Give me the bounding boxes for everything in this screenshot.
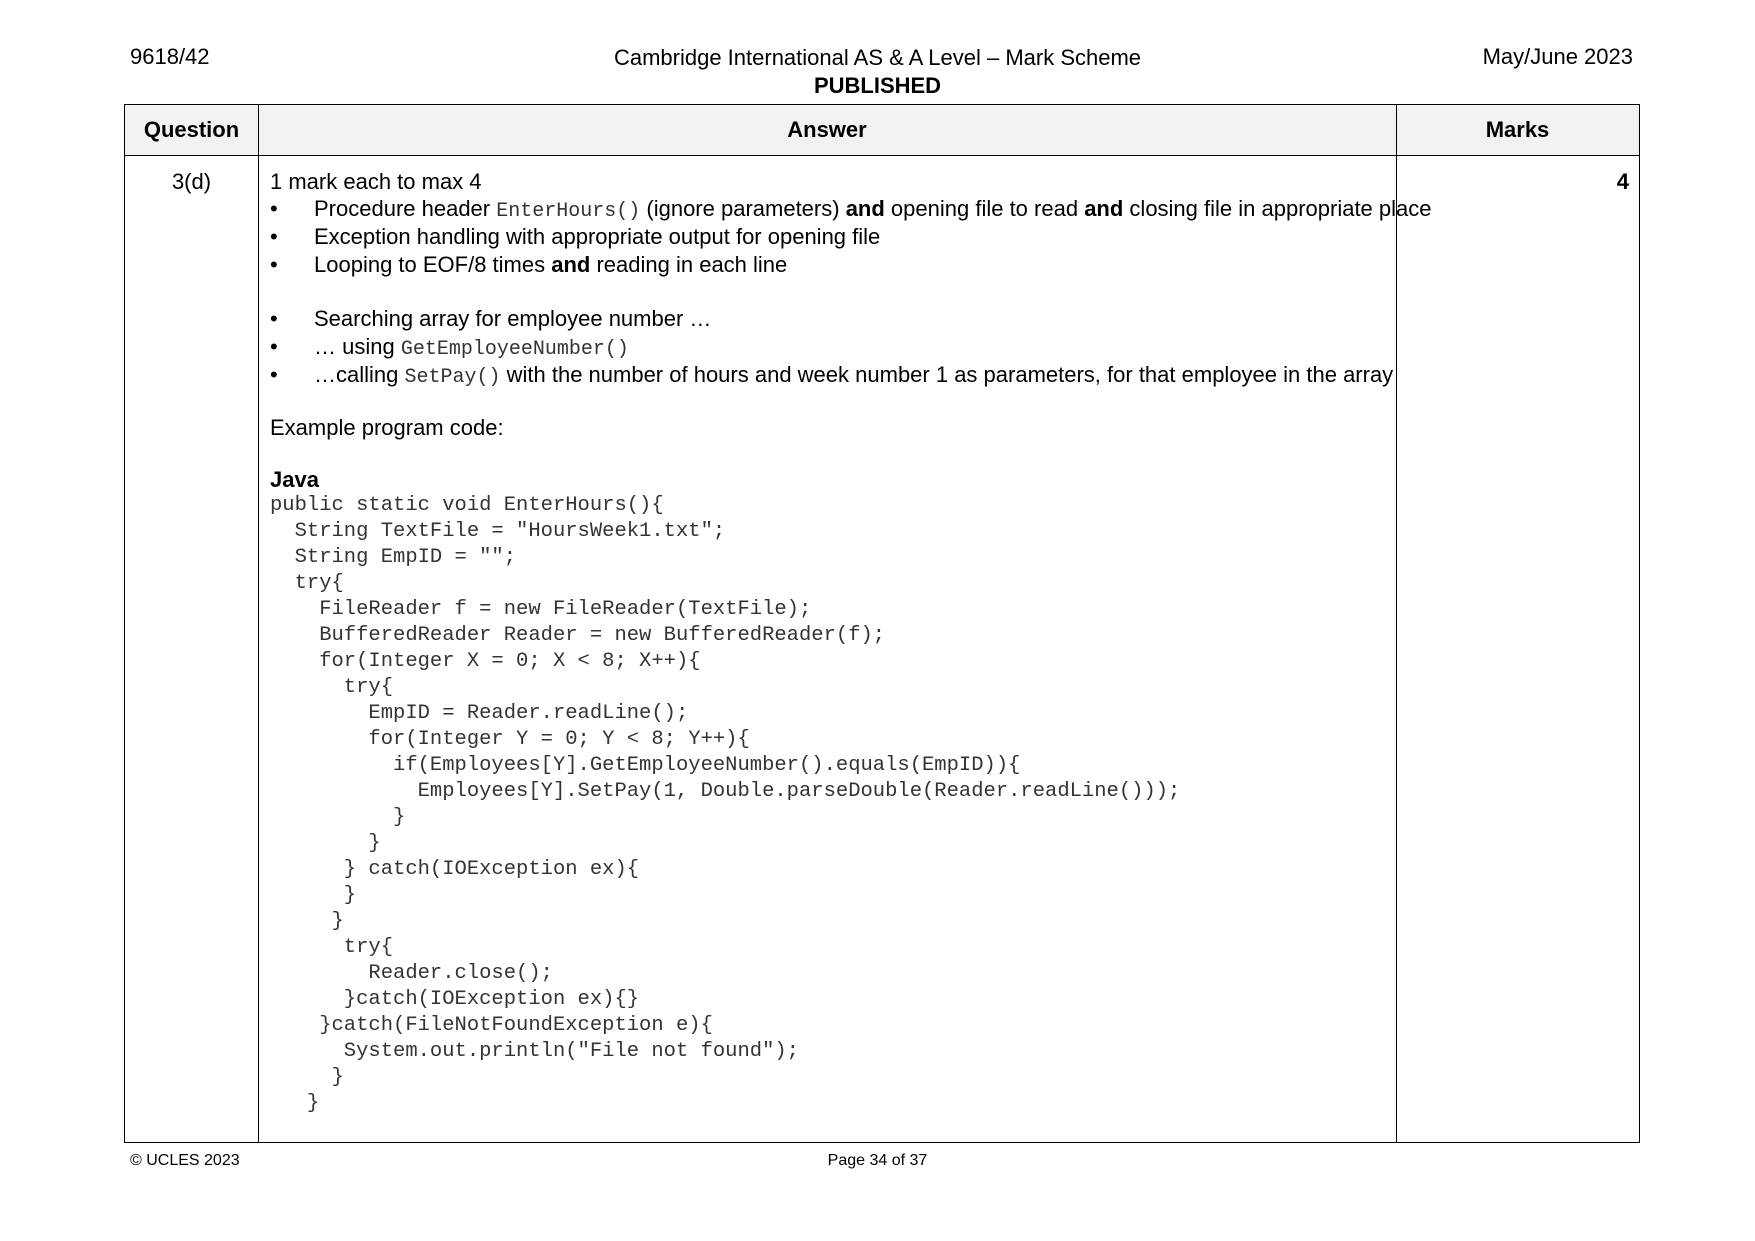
code-line: try{	[270, 936, 394, 959]
paper-code: 9618/42	[130, 44, 210, 69]
bullet-icon: •	[270, 334, 278, 359]
list-item: • Procedure header EnterHours() (ignore parameters) and opening file to read and closing file in appropriate place	[270, 196, 1432, 223]
code-line: }	[270, 832, 381, 855]
code-line: }	[270, 1066, 344, 1089]
bullet-icon: •	[270, 196, 278, 221]
code-line: String TextFile = "HoursWeek1.txt";	[270, 520, 726, 543]
list-item: • Exception handling with appropriate output for opening file	[270, 224, 881, 249]
marks-value: 4	[1616, 169, 1629, 194]
list-item: • Searching array for employee number …	[270, 306, 712, 331]
code-line: System.out.println("File not found");	[270, 1040, 799, 1063]
code-block	[270, 493, 1640, 1117]
exam-session: May/June 2023	[1482, 44, 1633, 69]
bullet-icon: •	[270, 306, 278, 331]
column-header-answer: Answer	[787, 117, 867, 142]
code-line: String EmpID = "";	[270, 546, 517, 569]
bullet-list	[270, 195, 1640, 279]
list-item: • Looping to EOF/8 times and reading in each line	[270, 252, 788, 277]
code-line: }catch(FileNotFoundException e){	[270, 1014, 713, 1037]
marking-intro: 1 mark each to max 4	[270, 169, 482, 194]
list-item: • …calling SetPay() with the number of hours and week number 1 as parameters, for that employee in the array	[270, 362, 1394, 389]
document-title: Cambridge International AS & A Level – Mark Scheme	[613, 45, 1142, 70]
code-line: public static void EnterHours(){	[270, 494, 664, 517]
published-label: PUBLISHED	[813, 73, 942, 98]
example-label: Example program code:	[270, 415, 504, 440]
code-line: Reader.close();	[270, 962, 553, 985]
code-line: }	[270, 806, 406, 829]
code-line: FileReader f = new FileReader(TextFile);	[270, 598, 812, 621]
page-number: Page 34 of 37	[827, 1152, 928, 1169]
code-line: for(Integer X = 0; X < 8; X++){	[270, 650, 701, 673]
code-line: for(Integer Y = 0; Y < 8; Y++){	[270, 728, 750, 751]
question-number: 3(d)	[171, 169, 212, 194]
code-line: if(Employees[Y].GetEmployeeNumber().equals(EmpID)){	[270, 754, 1021, 777]
column-header-question: Question	[143, 117, 240, 142]
code-line: EmpID = Reader.readLine();	[270, 702, 689, 725]
answer-cell	[270, 169, 1640, 1117]
bullet-icon: •	[270, 224, 278, 249]
code-line: }	[270, 1092, 320, 1115]
column-header-marks: Marks	[1485, 117, 1550, 142]
code-line: try{	[270, 676, 394, 699]
code-line: }	[270, 910, 344, 933]
code-line: }catch(IOException ex){}	[270, 988, 640, 1011]
mark-scheme-table	[124, 104, 1640, 1143]
copyright-notice: © UCLES 2023	[130, 1152, 240, 1169]
code-line: Employees[Y].SetPay(1, Double.parseDouble(Reader.readLine()));	[270, 780, 1181, 803]
bullet-icon: •	[270, 362, 278, 387]
code-line: BufferedReader Reader = new BufferedReader(f);	[270, 624, 886, 647]
code-line: }	[270, 884, 357, 907]
code-line: try{	[270, 572, 344, 595]
table-header-row	[125, 105, 1639, 156]
list-item: • … using GetEmployeeNumber()	[270, 334, 629, 361]
bullet-list	[270, 305, 1640, 389]
language-label: Java	[270, 467, 319, 492]
bullet-icon: •	[270, 252, 278, 277]
code-line: } catch(IOException ex){	[270, 858, 640, 881]
column-divider	[258, 105, 259, 1142]
